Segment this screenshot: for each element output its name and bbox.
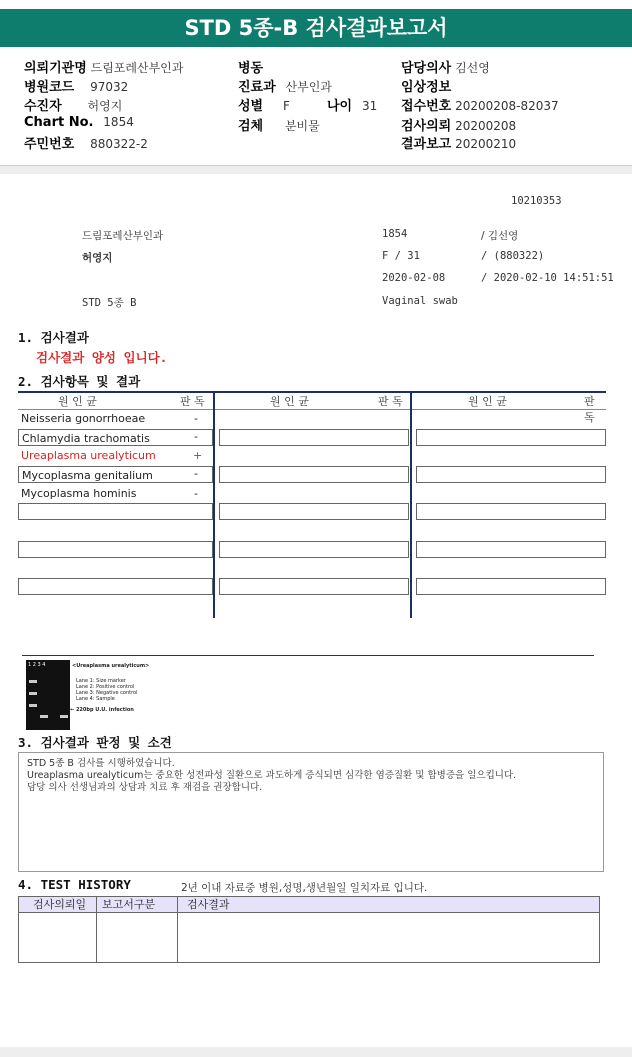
patient-field xyxy=(24,95,122,114)
pathogen-name-positive: Ureaplasma urealyticum xyxy=(21,449,156,462)
doctor-field xyxy=(401,57,490,76)
empty-row-cell xyxy=(416,429,606,446)
section3-title: 3. 검사결과 판정 및 소견 xyxy=(18,735,172,750)
pathogen-judge-positive: + xyxy=(193,449,203,462)
pathogen-judge: - xyxy=(194,430,198,443)
hospital-field xyxy=(24,57,183,76)
request-field xyxy=(401,115,516,134)
history-table-body xyxy=(18,913,600,963)
doctor-value: 김선영 xyxy=(455,61,490,75)
gel-lane1: Lane 1: Size marker xyxy=(76,678,126,684)
report-number: 10210353 xyxy=(511,195,562,207)
gel-arrow-label: ← 220bp U.U. infection xyxy=(70,707,134,713)
request-label: 검사의뢰 xyxy=(401,119,452,134)
code-field xyxy=(24,76,128,95)
sample-band xyxy=(60,715,68,718)
opinion-box xyxy=(18,752,604,872)
summary-test-name: STD 5종 B xyxy=(82,297,137,309)
code-value: 97032 xyxy=(90,80,129,94)
specimen-field xyxy=(238,115,320,134)
clinical-field xyxy=(401,76,451,95)
receipt-field xyxy=(401,95,559,114)
gel-lane4: Lane 4: Sample xyxy=(76,696,115,702)
receipt-label: 접수번호 xyxy=(401,99,452,114)
result-summary: 검사결과 양성 입니다. xyxy=(36,350,168,365)
empty-row-cell xyxy=(219,541,409,558)
specimen-value: 분비물 xyxy=(284,119,320,133)
report-label: 결과보고 xyxy=(401,137,452,152)
section1-title: 1. 검사결과 xyxy=(18,330,89,345)
chart-field xyxy=(24,115,134,130)
empty-row-cell xyxy=(18,503,213,520)
chart-label: Chart No. xyxy=(24,115,94,130)
summary-patient: 허영지 xyxy=(82,252,113,264)
clinical-label: 임상정보 xyxy=(401,80,452,95)
gel-lane3: Lane 3: Negative control xyxy=(76,690,138,696)
column-divider-2 xyxy=(410,393,412,618)
receipt-value: 20200208-82037 xyxy=(455,99,559,113)
column-divider-1 xyxy=(213,393,215,618)
empty-row-cell xyxy=(416,578,606,595)
chart-value: 1854 xyxy=(103,115,134,129)
empty-row-cell xyxy=(416,541,606,558)
pathogen-name: Mycoplasma genitalium xyxy=(22,469,153,482)
col-judge-1: 판 독 xyxy=(180,395,205,408)
summary-sex-age: F / 31 xyxy=(382,250,420,262)
col-judge-3: 판 독 xyxy=(584,395,595,424)
gel-title: <Ureaplasma urealyticum> xyxy=(72,663,150,669)
empty-row-cell xyxy=(18,578,213,595)
specimen-label: 검체 xyxy=(238,119,264,134)
opinion-line: Ureaplasma urealyticum는 중요한 성전파성 질환으로 과도하게 증식되면 심각한 염증질환 및 합병증을 일으킵니다. xyxy=(27,770,517,781)
report-field xyxy=(401,133,516,152)
id-value: 880322-2 xyxy=(90,137,148,151)
summary-chart: 1854 xyxy=(382,228,408,240)
summary-specimen: Vaginal swab xyxy=(382,295,458,307)
summary-request-date: 2020-02-08 xyxy=(382,272,446,284)
pathogen-row-cell xyxy=(18,429,213,446)
ward-label: 병동 xyxy=(238,61,264,76)
dept-value: 산부인과 xyxy=(285,80,332,94)
pathogen-name: Mycoplasma hominis xyxy=(21,487,137,500)
summary-doctor: / 김선영 xyxy=(481,230,519,242)
empty-row-cell xyxy=(416,466,606,483)
pathogen-judge: - xyxy=(194,467,198,480)
history-table-header xyxy=(18,896,600,913)
col-report-type: 보고서구분 xyxy=(102,898,156,911)
pathogen-name: Neisseria gonorrhoeae xyxy=(21,412,146,425)
empty-row-cell xyxy=(219,503,409,520)
patient-value: 허영지 xyxy=(87,99,123,113)
code-label: 병원코드 xyxy=(24,80,75,95)
ward-field xyxy=(238,57,263,76)
marker-band xyxy=(29,704,37,707)
patient-label: 수진자 xyxy=(24,99,62,114)
age-value: 31 xyxy=(361,99,378,113)
gel-lane2: Lane 2: Positive control xyxy=(76,684,135,690)
section4-title: 4. TEST HISTORY xyxy=(18,877,131,892)
sex-label: 성별 xyxy=(238,99,264,114)
pathogen-judge: - xyxy=(194,412,198,425)
gel-electrophoresis-image xyxy=(26,660,70,730)
sex-field xyxy=(238,95,290,114)
empty-row-cell xyxy=(416,503,606,520)
empty-row-cell xyxy=(18,541,213,558)
positive-band xyxy=(40,715,48,718)
id-field xyxy=(24,133,148,152)
hospital-label: 의뢰기관명 xyxy=(24,61,87,76)
marker-band xyxy=(29,692,37,695)
col-result: 검사결과 xyxy=(187,898,230,911)
report-value: 20200210 xyxy=(455,137,517,151)
opinion-line: 담당 의사 선생님과의 상담과 치료 후 재검을 권장합니다. xyxy=(27,782,263,793)
empty-row-cell xyxy=(219,578,409,595)
dept-field xyxy=(238,76,332,95)
col-judge-2: 판 독 xyxy=(378,395,403,408)
pathogen-name: Chlamydia trachomatis xyxy=(22,432,150,445)
col-pathogen-1: 원 인 균 xyxy=(58,395,97,408)
separator-band xyxy=(0,166,632,174)
summary-hospital: 드림포레산부인과 xyxy=(82,230,164,242)
id-label: 주민번호 xyxy=(24,137,75,152)
sex-value: F xyxy=(282,99,290,113)
gel-arrow-text: 220bp U.U. infection xyxy=(75,707,134,713)
section2-title: 2. 검사항목 및 결과 xyxy=(18,374,141,389)
footer-band xyxy=(0,1047,632,1057)
summary-report-datetime: / 2020-02-10 14:51:51 xyxy=(481,272,614,284)
age-label: 나이 xyxy=(327,99,353,114)
gel-lane-numbers: 1 2 3 4 xyxy=(28,662,46,668)
doctor-label: 담당의사 xyxy=(401,61,452,76)
summary-birth: / (880322) xyxy=(481,250,545,262)
history-note: 2년 이내 자료중 병원,성명,생년월일 일치자료 입니다. xyxy=(181,882,428,894)
col-pathogen-2: 원 인 균 xyxy=(270,395,309,408)
empty-row-cell xyxy=(219,429,409,446)
age-field xyxy=(327,95,377,114)
pathogen-row-cell xyxy=(18,466,213,483)
dept-label: 진료과 xyxy=(238,80,276,95)
col-pathogen-3: 원 인 균 xyxy=(468,395,507,408)
hospital-value: 드림포레산부인과 xyxy=(90,61,184,75)
request-value: 20200208 xyxy=(455,119,517,133)
opinion-line: STD 5종 B 검사를 시행하였습니다. xyxy=(27,758,175,769)
marker-band xyxy=(29,680,37,683)
empty-row-cell xyxy=(219,466,409,483)
col-request-date: 검사의뢰일 xyxy=(33,898,87,911)
report-title: STD 5종-B 검사결과보고서 xyxy=(0,9,632,47)
pathogen-judge: - xyxy=(194,487,198,500)
